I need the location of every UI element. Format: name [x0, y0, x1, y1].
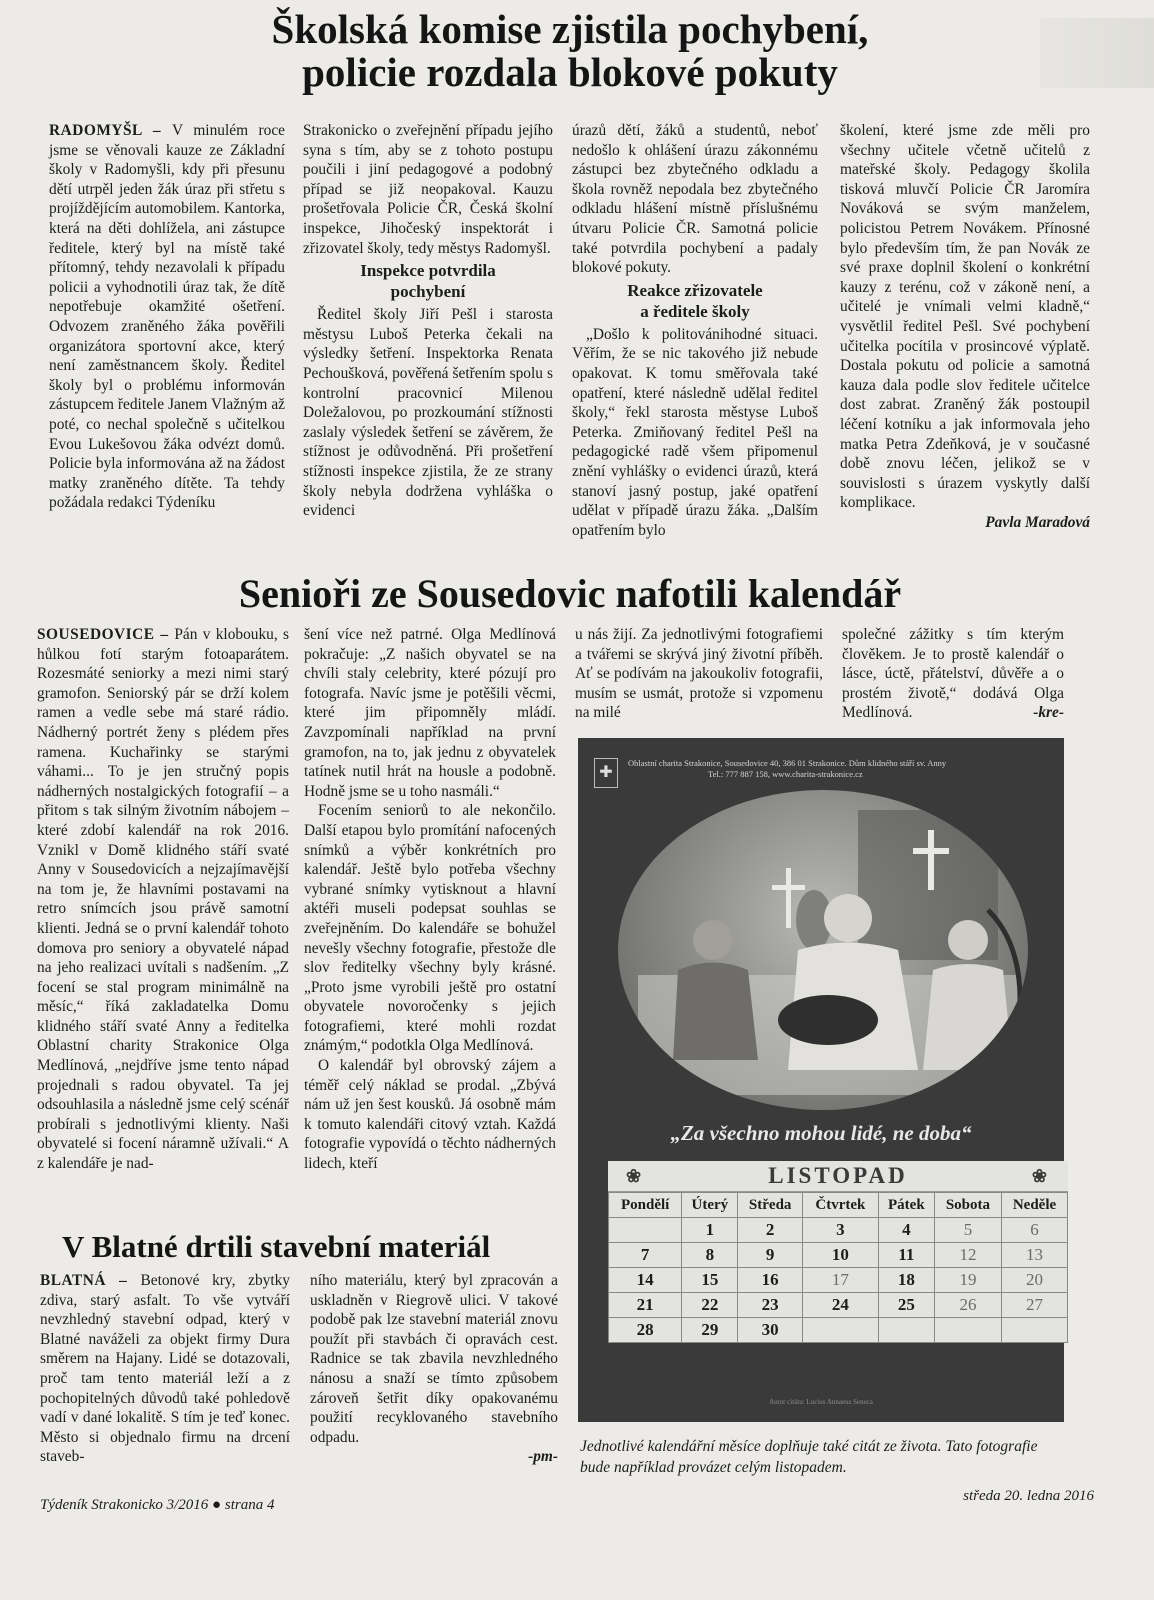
article1-col3-paragraph1: úrazů dětí, žáků a studentů, neboť nedošlo k ohlášení úrazu zákonnému zástupci bez zbytečného odkladu a škola rovněž nepodala bez zbytečného odkladu hlášení místně příslušnému útvaru Policie ČR. Samotná policie také potvrdila pochybení a padaly blokové pokuty.: [572, 122, 818, 277]
article1-subhead1: Inspekce potvrdila pochybení: [360, 261, 496, 302]
article1-signature: Pavla Maradová: [985, 513, 1090, 531]
article2-col3-text: u nás žijí. Za jednotlivými fotografiemi a tvářemi se skrývá jiný životní příběh. Ať se podívám na jakoukoliv fotografii, musím se usmát, protože si vzpomenu na milé: [575, 626, 823, 722]
article1-col2-paragraph1: Strakonicko o zveřejnění případu jejího syna s tím, aby se z tohoto postupu poučili i jiní pedagogové a podobný případ se již neopakoval. Kauzu prošetřovala Policie ČR, Česká školní inspekce, Jihočeský inspektorát i zřizovatel školy, tedy městys Radomyšl.: [303, 122, 553, 257]
article3-signature: -pm-: [528, 1448, 558, 1466]
article1-dateline: RADOMYŠL –: [49, 122, 173, 139]
calendar-day: [1002, 1318, 1068, 1343]
calendar-day-header: Středa: [738, 1193, 803, 1218]
calendar-day: 5: [934, 1218, 1001, 1243]
calendar-credit: Autor citátu: Lucius Annaeus Seneca: [769, 1398, 873, 1406]
calendar-day: 15: [682, 1268, 738, 1293]
bleed-through-masthead: [1040, 18, 1154, 88]
article2-headline: Senioři ze Sousedovic nafotili kalendář: [238, 571, 902, 616]
calendar-week-row: [609, 1243, 1068, 1268]
calendar-day: 29: [682, 1318, 738, 1343]
article2-column1: [37, 625, 289, 1174]
calendar-grid: [608, 1161, 1068, 1343]
calendar-day: 17: [803, 1268, 879, 1293]
article1-column2: [303, 121, 553, 521]
article2-dateline: SOUSEDOVICE –: [37, 626, 175, 643]
seniors-illustration-icon: [618, 790, 1028, 1110]
flower-icon: ❀: [626, 1166, 645, 1186]
calendar-day: 18: [878, 1268, 934, 1293]
calendar-day: [803, 1318, 879, 1343]
article1-col2-paragraph2: Ředitel školy Jiří Pešl i starosta městysu Luboš Peterka čekali na výsledky šetření. Inspektorka Renata Pechoušková, pověřená šetřením spolu s kontrolní pracovnicí Milenou Doležalovou, po prozkoumání stížnosti zaslaly výsledek šetření se závěrem, že stížnost je odůvodněná. Při prošetření stížnosti inspekce zjistila, že ze strany školy nebyla dodržena vyhláška o evidenci: [303, 306, 553, 520]
calendar-month-title: ❀ LISTOPAD ❀: [608, 1161, 1068, 1192]
calendar-day-header: Sobota: [934, 1193, 1001, 1218]
article1-col4-paragraph1: školení, které jsme zde měli pro všechny učitele včetně učitelů z mateřské školy. Pedagogy školila tisková mluvčí Policie ČR Jaromíra Nováková se svým manželem, policistou Petrem Novákem. Přínosné bylo především tím, že pan Novák ze své praxe doplnil školení o konkrétní kauzy z terénu, což v zákoně není, a učitelé je vnímali velmi kladně,“ vysvětlil ředitel Pešl. Své pochybení učitelka pocítila v prosincové výplatě. Dostala pokutu od policie a samotná kauza dala podle slov ředitele učitelce dost zabrat. Zraněný žák postoupil léčení kotníku a jak informovala jeho matka Petra Zdeňková, je v současné době znovu léčen, jelikož se v souvislosti s úrazem vyskytly další komplikace.: [840, 122, 1090, 512]
calendar-week-row: [609, 1293, 1068, 1318]
calendar-day: 14: [609, 1268, 682, 1293]
calendar-day: 21: [609, 1293, 682, 1318]
calendar-day: 3: [803, 1218, 879, 1243]
calendar-day-header: Neděle: [1002, 1193, 1068, 1218]
article1-column4: [840, 121, 1090, 532]
article2-col2-paragraph2: Focením seniorů to ale nekončilo. Další etapou bylo promítání nafocených snímků a výběr konkrétních pro kalendář. Ještě bylo potřeba všechny vybrané snímky vytisknout a hlavní aktéři museli podepsat souhlas se zveřejněním. Do kalendáře se bohužel nevešly všechny fotografie, přestože dle slov ředitelky všechny byly krásné. „Proto jsme vyrobili ještě pro ostatní obyvatele novoročenky s jejich fotografiemi, které mohli rozdat známým,“ podotkla Olga Medlínová.: [304, 802, 556, 1055]
article2-column3: [575, 625, 823, 723]
article1-headline-line1: Školská komise zjistila pochybení,: [271, 6, 869, 52]
article1-col3-paragraph2: „Došlo k politovánihodné situaci. Věřím, že se nic takového již nebude opakovat. K tomu směřovala také opatření, které následně udělal ředitel školy,“ řekl starosta městyse Luboš Peterka. Zmiňovaný ředitel Pešl na pedagogické radě všem připomenul znění vyhlášky o evidenci úrazů, která stanoví jasný postup, jaké opatření udělat v případě úrazu žáka. „Dalším opatřením bylo: [572, 325, 818, 539]
calendar-day-header: Pátek: [878, 1193, 934, 1218]
calendar-day: 11: [878, 1243, 934, 1268]
calendar-header: Oblastní charita Strakonice, Sousedovice 40, 386 01 Strakonice. Dům klidného stáří sv. Anny Tel.: 777 887 158, www.charita-strakonice.cz: [628, 758, 947, 779]
article3-dateline: BLATNÁ –: [40, 1272, 141, 1289]
article3-col1-text: Betonové kry, zbytky zdiva, starý asfalt. To vše vytváří nevzhledný stavební odpad, který v Blatné naváželi za objekt firmy Dura směrem na Hajany. Lidé se dotazovali, proč tam tento materiál leží a z pochopitelných důvodů také pohledově vadí v dané lokalitě. S tím je teď konec. Město si objednalo firmu na drcení staveb-: [40, 1272, 291, 1466]
calendar-day: 30: [738, 1318, 803, 1343]
calendar-day: 6: [1002, 1218, 1068, 1243]
calendar-day: 25: [878, 1293, 934, 1318]
calendar-photo: [578, 738, 1064, 1422]
calendar-day: 9: [738, 1243, 803, 1268]
article3-col2-text: ního materiálu, který byl zpracován a uskladněn v Riegrově ulici. V takové podobě pak lze stavební materiál znovu použít při stavbách či opravách cest. Radnice se tak zbavila nevzhledného nánosu a snaží se tímto způsobem zároveň šetřit díky opakovanému použití recyklovaného stavebního odpadu.: [310, 1272, 558, 1446]
calendar-day-header: Čtvrtek: [803, 1193, 879, 1218]
calendar-week-row: [609, 1268, 1068, 1293]
article1-col1-text: V minulém roce jsme se věnovali kauze ze Základní školy v Radomyšli, kdy při přesunu dětí utrpěl jeden žák úraz při střetu s projíždějícím automobilem. Kantorka, která na děti dohlížela, ani zástupce ředitele, který byl na místě také přítomný, tehdy nezavolali k případu policii a vyhodnotili úraz tak, že dítě nepotřebuje okamžité ošetření. Odvozem zraněného žáka pověřili organizátora sportovní akce, který není zaměstnancem školy. Ředitel školy byl o problému informován zástupcem ředitele Janem Vlažným až poté, co nechal společně s učitelkou Evou Lukešovou žáka odvézt domů. Policie byla informována až na žádost matky zraněného dítěte. Ta tehdy požádala redakci Týdeníku: [49, 122, 285, 512]
calendar-day: 10: [803, 1243, 879, 1268]
calendar-day: 13: [1002, 1243, 1068, 1268]
article2-col2-paragraph1: šení více než patrné. Olga Medlínová pokračuje: „Z našich obyvatel se na chvíli staly celebrity, které pózují pro fotografa. Navíc jsme je potěšili věcmi, které jim připomněly mládí. Zavzpomínali například na první gramofon, na to, jak jednu z obyvatelek tatínek nutil hrát na housle a podobně. Hodně jsme se u toho nasmáli.“: [304, 626, 556, 800]
article2-column4: [842, 625, 1064, 723]
article1-headline: [120, 8, 1020, 94]
calendar-day: 4: [878, 1218, 934, 1243]
calendar-day: 26: [934, 1293, 1001, 1318]
seniors-photo: [618, 790, 1028, 1110]
calendar-day: 1: [682, 1218, 738, 1243]
article3-column1: [40, 1271, 290, 1467]
article2-column2: [304, 625, 556, 1174]
calendar-quote: „Za všechno mohou lidé, ne doba“: [670, 1121, 972, 1145]
photo-caption: Jednotlivé kalendářní měsíce doplňuje také citát ze života. Tato fotografie bude například provázet celým listopadem.: [580, 1438, 1038, 1476]
footer-right: středa 20. ledna 2016: [963, 1488, 1094, 1504]
article2-signature: -kre-: [1033, 703, 1064, 721]
article1-subhead2: Reakce zřizovatele a ředitele školy: [627, 280, 763, 321]
article1-headline-line2: policie rozdala blokové pokuty: [302, 49, 838, 96]
calendar-day-header-row: [609, 1193, 1068, 1218]
calendar-day: 8: [682, 1243, 738, 1268]
article3-headline: V Blatné drtili stavební materiál: [62, 1229, 491, 1264]
footer-left: Týdeník Strakonicko 3/2016 ● strana 4: [40, 1497, 275, 1513]
calendar-day: 19: [934, 1268, 1001, 1293]
calendar-day: [934, 1318, 1001, 1343]
calendar-day: [609, 1218, 682, 1243]
article2-col4-text: společné zážitky s tím kterým člověkem. Je to prostě kalendář o lásce, úctě, přátelství, důvěře a o prostém životě,“ dodává Olga Medlínová.: [842, 626, 1064, 722]
article3-column2: [310, 1271, 558, 1467]
calendar-day: 20: [1002, 1268, 1068, 1293]
calendar-day: [878, 1318, 934, 1343]
article1-column1: [49, 121, 285, 513]
flower-icon: ❀: [1031, 1166, 1050, 1186]
calendar-day: 27: [1002, 1293, 1068, 1318]
calendar-day: 23: [738, 1293, 803, 1318]
charity-logo-icon: ✚: [594, 758, 618, 788]
calendar-week-row: [609, 1218, 1068, 1243]
calendar-day-header: Pondělí: [609, 1193, 682, 1218]
calendar-day: 2: [738, 1218, 803, 1243]
calendar-week-row: [609, 1318, 1068, 1343]
calendar-day: 16: [738, 1268, 803, 1293]
article1-column3: [572, 121, 818, 540]
calendar-day-header: Úterý: [682, 1193, 738, 1218]
calendar-table: [608, 1192, 1068, 1343]
article2-col1-text: Pán v klobouku, s hůlkou fotí starým fotoaparátem. Rozesmáté seniorky a mezi nimi starý gramofon. Seniorský pár se drží kolem ramen a vedle sebe má staré rádio. Nádherný portrét ženy s plédem přes ramena. Kuchařinky se starými váhami... To je jen stručný popis nádherných nostalgických fotografií – a přitom s tak silným životním nábojem – které zdobí kalendář na rok 2016. Vznikl v Domě klidného stáří svaté Anny v Sousedovicích a nejzajímavější na tom je, že hlavními postavami na retro snímcích jsou právě samotní klienti. Jedná se o první kalendář tohoto domova pro seniory a obyvatelé nápad na jeho realizaci uvítali s nadšením. „Z focení se stal program minimálně na měsíc,“ říká zakladatelka Domu klidného stáří svaté Anny a ředitelka Oblastní charity Strakonice Olga Medlínová, „nejdříve jsme tento nápad projednali s radou obyvatel. Ta jej odsouhlasila a následně jsme celý scénář probírali s jednotlivými klienty. Naši obyvatelé si focení náramně užívali.“ A z kalendáře je nad-: [37, 626, 289, 1173]
calendar-day: 28: [609, 1318, 682, 1343]
calendar-day: 24: [803, 1293, 879, 1318]
calendar-day: 7: [609, 1243, 682, 1268]
article2-col2-paragraph3: O kalendář byl obrovský zájem a téměř celý náklad se prodal. „Zbývá nám už jen šest kousků. Já osobně mám k tomuto kalendáři citový vztah. Každá fotografie vypovídá o těchto nádherných lidech, kteří: [304, 1057, 556, 1173]
calendar-day: 22: [682, 1293, 738, 1318]
calendar-day: 12: [934, 1243, 1001, 1268]
